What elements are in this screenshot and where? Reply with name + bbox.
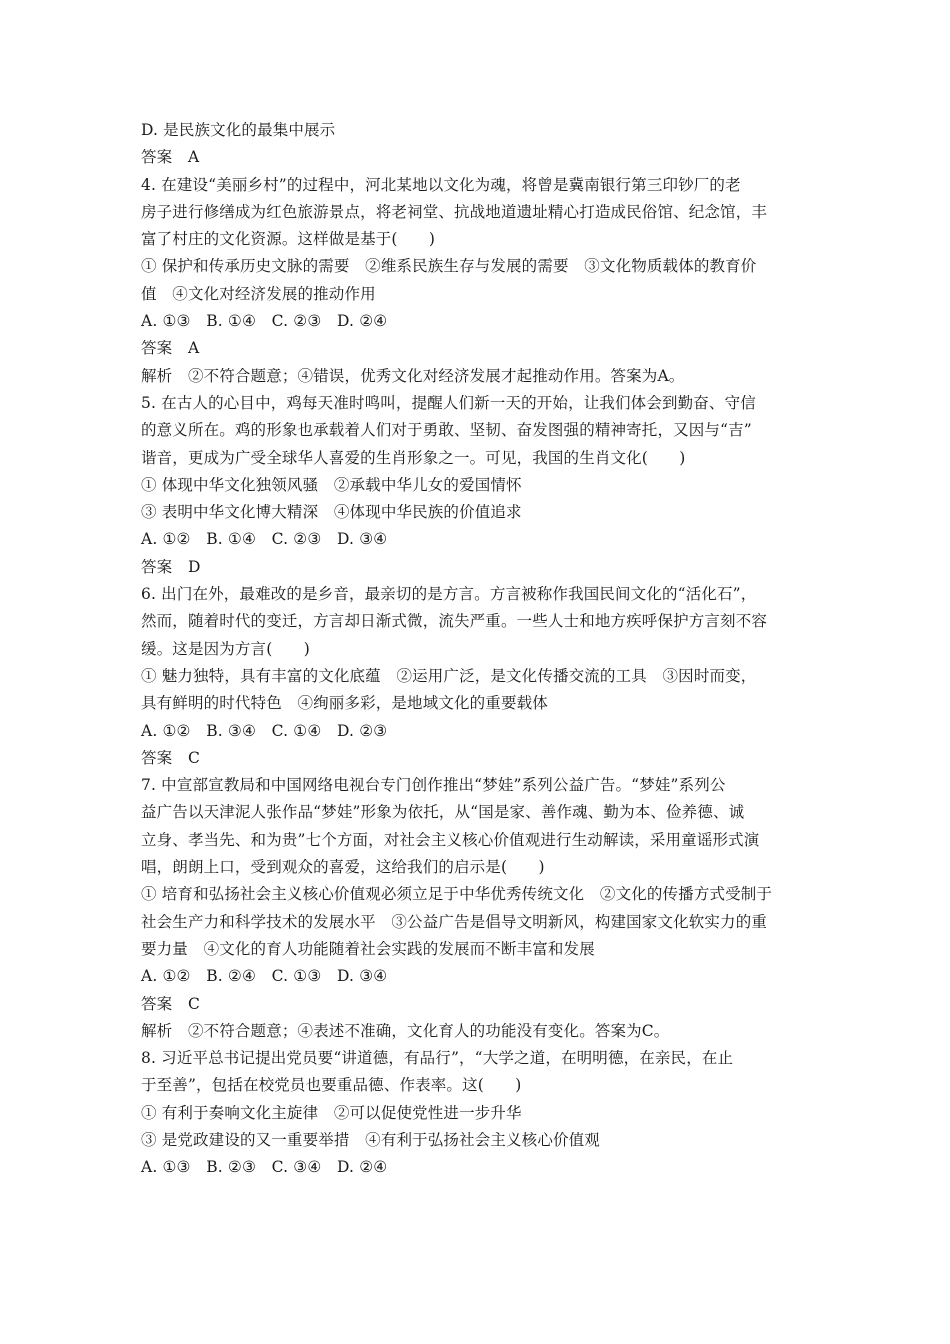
q8-statements-line-1: ① 有利于奏响文化主旋律 ②可以促使党性进一步升华 [141, 1103, 522, 1122]
q4-choices: A. ①③ B. ①④ C. ②③ D. ②④ [141, 312, 388, 331]
q4-analysis: 解析 ②不符合题意；④错误，优秀文化对经济发展才起推动作用。答案为A。 [141, 366, 685, 385]
q6-statements-line-2: 具有鲜明的时代特色 ④绚丽多彩，是地域文化的重要载体 [141, 694, 548, 713]
q5-choices: A. ①② B. ①④ C. ②③ D. ③④ [141, 530, 388, 549]
q8-stem-line-1: 8. 习近平总书记提出党员要“讲道德，有品行”，“大学之道，在明明德，在亲民，在止 [141, 1049, 734, 1068]
q7-choices: A. ①② B. ②④ C. ①③ D. ③④ [141, 967, 388, 986]
q6-answer: 答案 C [141, 748, 200, 767]
q7-stem-line-3: 立身、孝当先、和为贵”七个方面，对社会主义核心价值观进行生动解读，采用童谣形式演 [141, 830, 760, 849]
q5-answer: 答案 D [141, 557, 201, 576]
q6-stem-line-2: 然而，随着时代的变迁，方言却日渐式微，流失严重。一些人士和地方疾呼保护方言刻不容 [141, 612, 768, 631]
q8-stem-line-2: 于至善”，包括在校党员也要重品德、作表率。这( ) [141, 1076, 522, 1095]
q7-statements-line-1: ① 培育和弘扬社会主义核心价值观必须立足于中华优秀传统文化 ②文化的传播方式受制于 [141, 885, 773, 904]
q7-answer: 答案 C [141, 994, 200, 1013]
q8-choices: A. ①③ B. ②③ C. ③④ D. ②④ [141, 1158, 388, 1177]
q7-stem-line-1: 7. 中宣部宣教局和中国网络电视台专门创作推出“梦娃”系列公益广告。“梦娃”系列公 [141, 776, 726, 795]
q4-statements-line-1: ① 保护和传承历史文脉的需要 ②维系民族生存与发展的需要 ③文化物质载体的教育价 [141, 257, 757, 276]
q7-statements-line-2: 社会生产力和科学技术的发展水平 ③公益广告是倡导文明新风，构建国家文化软实力的重 [141, 912, 768, 931]
document-page [141, 117, 813, 1182]
q4-statements-line-2: 值 ④文化对经济发展的推动作用 [141, 284, 376, 303]
q3-answer: 答案 A [141, 148, 200, 167]
q3-option-d: D. 是民族文化的最集中展示 [141, 121, 336, 139]
q6-statements-line-1: ① 魅力独特，具有丰富的文化底蕴 ②运用广泛，是文化传播交流的工具 ③因时而变， [141, 666, 757, 685]
q7-stem-line-4: 唱，朗朗上口，受到观众的喜爱，这给我们的启示是( ) [141, 858, 545, 877]
q8-statements-line-2: ③ 是党政建设的又一重要举措 ④有利于弘扬社会主义核心价值观 [141, 1130, 600, 1149]
q4-answer: 答案 A [141, 339, 200, 358]
q5-statements-line-1: ① 体现中华文化独领风骚 ②承载中华儿女的爱国情怀 [141, 475, 522, 494]
q4-stem-line-3: 富了村庄的文化资源。这样做是基于( ) [141, 230, 436, 249]
q5-statements-line-2: ③ 表明中华文化博大精深 ④体现中华民族的价值追求 [141, 503, 522, 522]
q7-analysis: 解析 ②不符合题意；④表述不准确，文化育人的功能没有变化。答案为C。 [141, 1021, 670, 1040]
q7-stem-line-2: 益广告以天津泥人张作品“梦娃”形象为依托，从“国是家、善作魂、勤为本、俭养德、诚 [141, 803, 745, 822]
q7-statements-line-3: 要力量 ④文化的育人功能随着社会实践的发展而不断丰富和发展 [141, 939, 595, 958]
q5-stem-line-3: 谐音，更成为广受全球华人喜爱的生肖形象之一。可见，我国的生肖文化( ) [141, 448, 686, 467]
q4-stem-line-1: 4. 在建设“美丽乡村”的过程中，河北某地以文化为魂，将曾是冀南银行第三印钞厂的老 [141, 175, 741, 194]
q6-stem-line-1: 6. 出门在外，最难改的是乡音，最亲切的是方言。方言被称作我国民间文化的“活化石”， [141, 585, 757, 604]
q4-stem-line-2: 房子进行修缮成为红色旅游景点，将老祠堂、抗战地道遗址精心打造成民俗馆、纪念馆，丰 [141, 202, 768, 221]
q6-stem-line-3: 缓。这是因为方言( ) [141, 639, 310, 658]
q6-choices: A. ①② B. ③④ C. ①④ D. ②③ [141, 721, 388, 740]
q5-stem-line-1: 5. 在古人的心目中，鸡每天准时鸣叫，提醒人们新一天的开始，让我们体会到勤奋、守信 [141, 393, 756, 412]
q5-stem-line-2: 的意义所在。鸡的形象也承载着人们对于勇敢、坚韧、奋发图强的精神寄托，又因与“吉” [141, 421, 752, 440]
